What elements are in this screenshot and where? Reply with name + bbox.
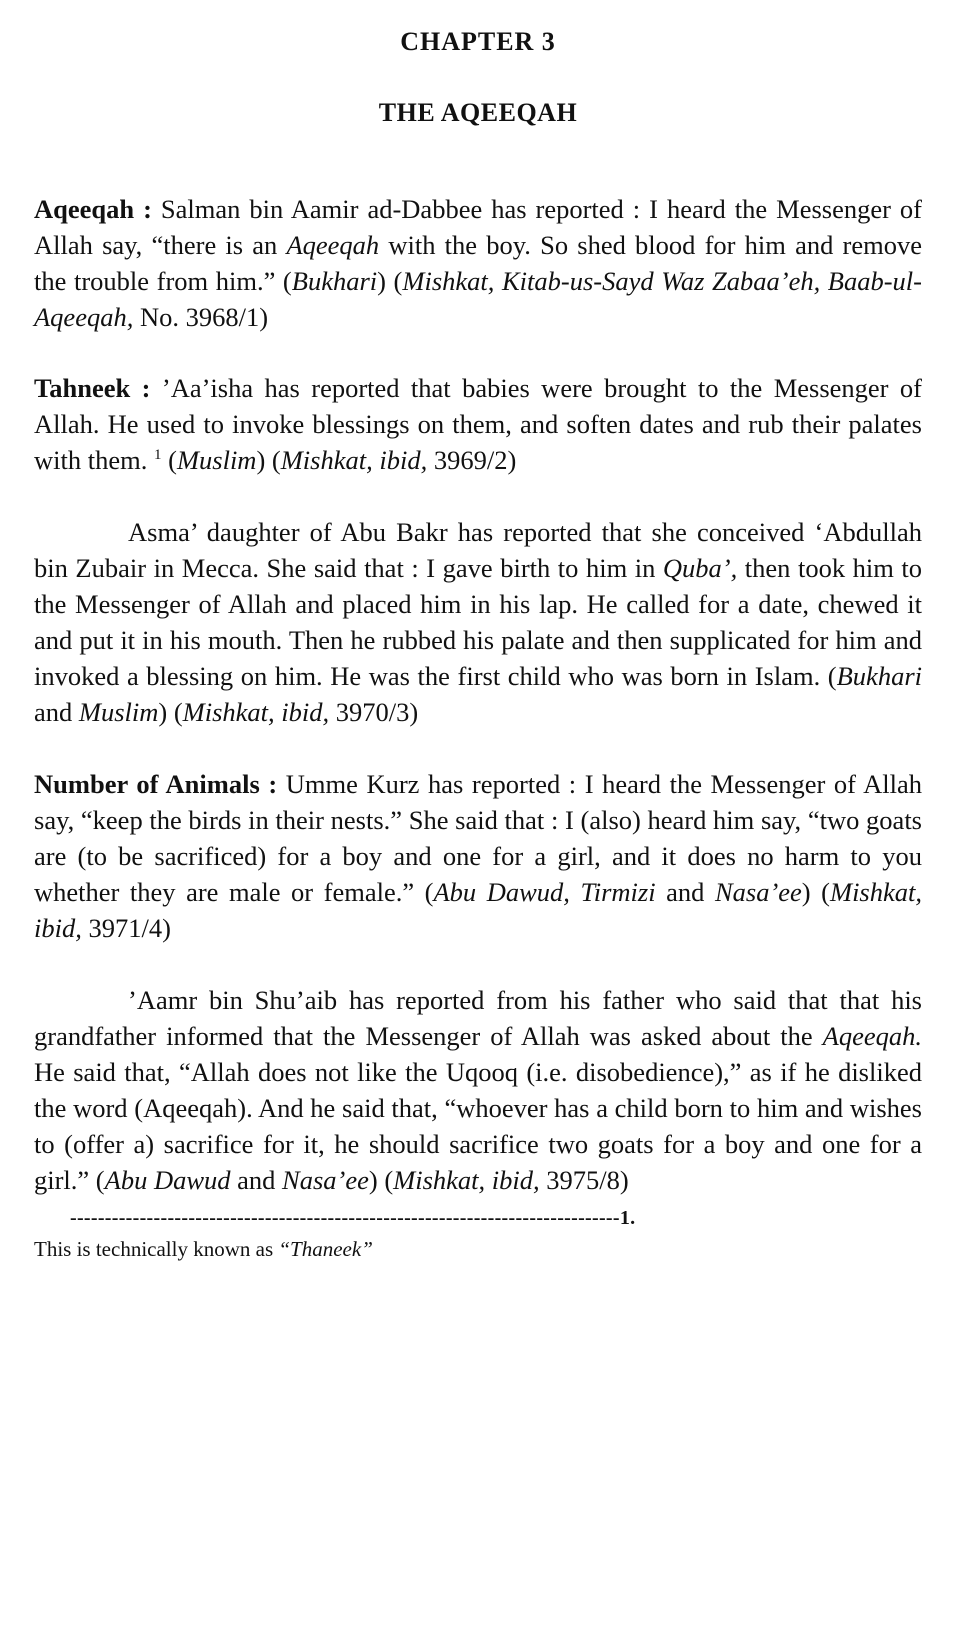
footnote-text: This is technically known as “Thaneek” [34, 1237, 373, 1261]
footnote-rule: -------------------------------------------------------------------------------1. [70, 1207, 636, 1229]
paragraph-number-of-animals: Number of Animals : Umme Kurz has reported : I heard the Messenger of Allah say, “keep the birds in their nests.” She said that : I (also) heard him say, “two goats are (to be sacrificed) for a boy and one for a girl, and it does no harm to you whether they are male or female.” (Abu Dawud, Tirmizi and Nasa’ee) (Mishkat, ibid, 3971/4) [34, 769, 922, 943]
paragraph-aamr: ’Aamr bin Shu’aib has reported from his father who said that that his grandfather informed that the Messenger of Allah was asked about the Aqeeqah. He said that, “Allah does not like the Uqooq (i.e. disobedience),” as if he disliked the word (Aqeeqah). And he said that, “whoever has a child born to him and wishes to (offer a) sacrifice for it, he should sacrifice two goats for a boy and one for a girl.” (Abu Dawud and Nasa’ee) (Mishkat, ibid, 3975/8) [34, 985, 922, 1195]
paragraph-tahneek: Tahneek : ’Aa’isha has reported that babies were brought to the Messenger of Allah. He used to invoke blessings on them, and soften dates and rub their palates with them. $^1$ (Muslim) (Mishkat, ibid, 3969/2) [34, 373, 922, 475]
paragraph-aqeeqah: Aqeeqah : Salman bin Aamir ad-Dabbee has reported : I heard the Messenger of Allah say, “there is an Aqeeqah with the boy. So shed blood for him and remove the trouble from him.” (Bukhari) (Mishkat, Kitab-us-Sayd Waz Zabaa’eh, Baab-ul-Aqeeqah, No. 3968/1) [34, 194, 922, 332]
section-heading-tahneek: Tahneek : [34, 373, 151, 403]
footnote-term: “Thaneek” [278, 1237, 373, 1261]
section-heading-number-of-animals: Number of Animals : [34, 769, 278, 799]
chapter-heading: CHAPTER 3 [400, 27, 556, 56]
paragraph-asma: Asma’ daughter of Abu Bakr has reported that she conceived ‘Abdullah bin Zubair in Mecca. She said that : I gave birth to him in Quba’, then took him to the Messenger of Allah and placed him in his lap. He called for a date, chewed it and put it in his mouth. Then he rubbed his palate and then supplicated for him and invoked a blessing on him. He was the first child who was born in Islam. (Bukhari and Muslim) (Mishkat, ibid, 3970/3) [34, 517, 922, 727]
footnote-marker: 1 [153, 447, 162, 464]
chapter-title: THE AQEEQAH [378, 98, 578, 127]
section-heading-aqeeqah: Aqeeqah : [34, 194, 152, 224]
